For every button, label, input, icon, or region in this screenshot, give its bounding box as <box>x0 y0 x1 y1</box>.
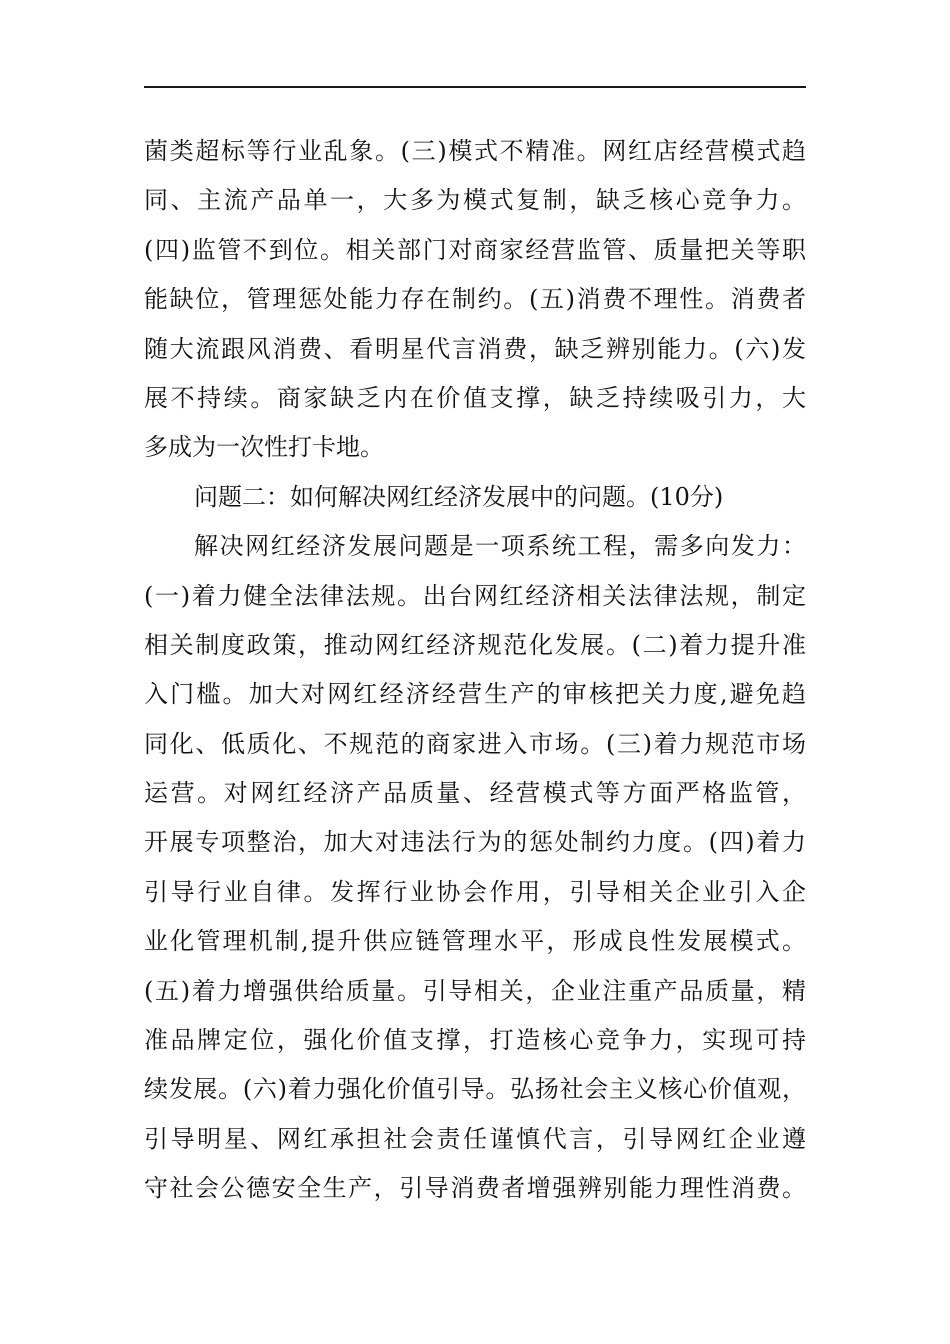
header-rule <box>144 86 806 88</box>
text-line: 开展专项整治，加大对违法行为的惩处制约力度。(四)着力 <box>144 828 806 857</box>
text-line: 准品牌定位，强化价值支撑，打造核心竞争力，实现可持 <box>144 1026 806 1055</box>
text-line: 随大流跟风消费、看明星代言消费，缺乏辨别能力。(六)发 <box>144 334 806 363</box>
text-line: 续发展。(六)着力强化价值引导。弘扬社会主义核心价值观， <box>144 1075 806 1104</box>
paragraph-1 <box>144 127 806 473</box>
text-line: 多成为一次性打卡地。 <box>144 433 384 462</box>
text-line: 守社会公德安全生产，引导消费者增强辨别能力理性消费。 <box>144 1174 806 1203</box>
text-line: (四)监管不到位。相关部门对商家经营监管、质量把关等职 <box>144 235 806 264</box>
text-line: 菌类超标等行业乱象。(三)模式不精准。网红店经营模式趋 <box>144 137 806 165</box>
question-2-heading: 问题二：如何解决网红经济发展中的问题。(10分) <box>194 482 724 511</box>
text-line: 相关制度政策，推动网红经济规范化发展。(二)着力提升准 <box>144 630 806 659</box>
text-line: 引导行业自律。发挥行业协会作用，引导相关企业引入企 <box>144 877 806 906</box>
text-line: 展不持续。商家缺乏内在价值支撑，缺乏持续吸引力，大 <box>144 383 806 412</box>
document-body <box>144 127 806 1214</box>
text-line: (五)着力增强供给质量。引导相关，企业注重产品质量，精 <box>144 976 806 1005</box>
text-line: 同、主流产品单一，大多为模式复制，缺乏核心竞争力。 <box>144 186 806 215</box>
text-line: 引导明星、网红承担社会责任谨慎代言，引导网红企业遵 <box>144 1124 806 1153</box>
text-line: 入门槛。加大对网红经济经营生产的审核把关力度,避免趋 <box>144 680 806 709</box>
text-line: 能缺位，管理惩处能力存在制约。(五)消费不理性。消费者 <box>144 285 806 314</box>
text-line: 同化、低质化、不规范的商家进入市场。(三)着力规范市场 <box>144 729 806 758</box>
text-line: 运营。对网红经济产品质量、经营模式等方面严格监管， <box>144 779 806 808</box>
text-line: (一)着力健全法律法规。出台网红经济相关法律法规，制定 <box>144 581 806 610</box>
text-line: 解决网红经济发展问题是一项系统工程，需多向发力： <box>194 532 806 561</box>
paragraph-2 <box>144 522 806 1213</box>
text-line: 业化管理机制,提升供应链管理水平，形成良性发展模式。 <box>144 927 806 956</box>
